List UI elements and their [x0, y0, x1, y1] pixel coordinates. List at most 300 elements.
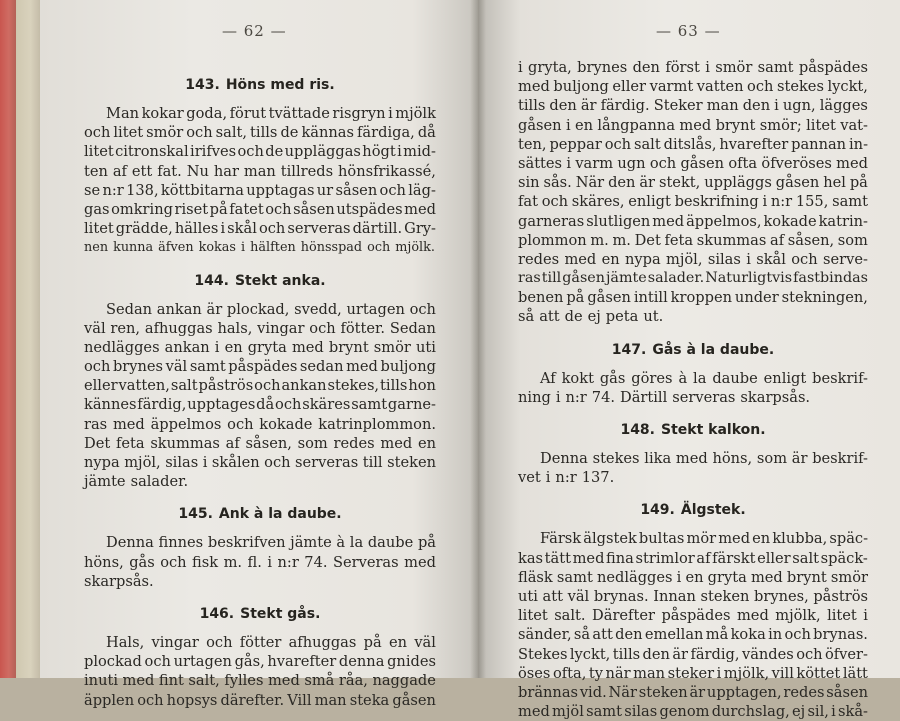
- word: salt.: [554, 607, 586, 625]
- word: vändes: [741, 645, 794, 663]
- word: hopsys: [166, 691, 218, 709]
- recipe-heading: [518, 341, 868, 359]
- word: mjölk,: [723, 664, 770, 682]
- word: och: [160, 553, 187, 571]
- recipe-paragraph: [84, 633, 436, 710]
- word: durchslag,: [711, 703, 790, 721]
- word: af: [770, 231, 785, 249]
- recipe-number: 146.: [199, 605, 235, 622]
- word: hönsfrikassé,: [338, 162, 436, 180]
- text-line: [84, 415, 436, 434]
- word: med: [652, 212, 685, 230]
- word: 74.: [304, 553, 328, 571]
- word: kokt: [561, 369, 594, 387]
- recipe-heading: [84, 605, 436, 623]
- recipe-title: Stekt kalkon.: [661, 422, 766, 438]
- word: pannan: [791, 135, 847, 153]
- word: en: [685, 568, 704, 586]
- word: höns,: [712, 450, 753, 467]
- word: den: [549, 97, 577, 115]
- word: fina: [606, 549, 634, 567]
- word: koka: [730, 626, 766, 644]
- word: stekningen,: [781, 289, 868, 307]
- word: och: [604, 135, 632, 153]
- word: emellan: [644, 626, 704, 644]
- word: stekes: [592, 450, 640, 467]
- word: i: [831, 703, 836, 721]
- word: med: [346, 358, 378, 376]
- word: att: [542, 587, 563, 605]
- word: och: [747, 78, 774, 96]
- text-line: [84, 104, 436, 123]
- word: som: [297, 434, 328, 452]
- recipe-heading: [84, 272, 436, 290]
- word: ankan: [164, 338, 210, 356]
- recipe-title: Höns med ris.: [225, 77, 335, 93]
- word: vingar: [151, 633, 199, 651]
- word: riset: [174, 200, 209, 218]
- word: Hals,: [106, 633, 145, 651]
- word: må: [705, 626, 729, 644]
- word: eller: [84, 377, 118, 395]
- word: stekt,: [658, 174, 701, 192]
- word: Stekes: [518, 645, 568, 663]
- word: och: [84, 358, 111, 376]
- word: med: [564, 250, 597, 268]
- word: de: [564, 308, 583, 326]
- word: köttet: [796, 664, 841, 682]
- word: med: [675, 450, 708, 467]
- word: eller: [757, 549, 791, 567]
- word: vid.: [579, 683, 607, 701]
- word: vill: [771, 664, 794, 682]
- word: Det: [634, 231, 661, 249]
- word: nypa: [625, 250, 661, 268]
- text-line: [518, 288, 868, 307]
- word: i: [555, 388, 561, 406]
- word: mjöl,: [124, 454, 161, 471]
- word: och: [144, 653, 171, 671]
- word: i: [565, 116, 571, 134]
- word: väl: [165, 358, 188, 376]
- text-line: [518, 568, 868, 587]
- word: hälles: [174, 220, 219, 238]
- word: serveras: [672, 388, 736, 406]
- word: samt: [556, 568, 593, 586]
- text-line: [518, 77, 868, 96]
- word: mör: [686, 530, 717, 548]
- recipe-number: 143.: [185, 77, 220, 93]
- word: små: [304, 672, 335, 690]
- word: köttbitarna: [160, 181, 244, 199]
- word: feta: [115, 434, 145, 452]
- word: och: [265, 200, 292, 218]
- text-line: [84, 357, 436, 376]
- recipe-paragraph: [84, 300, 436, 492]
- word: varmt: [649, 78, 694, 96]
- text-line: [518, 173, 868, 192]
- word: man: [633, 664, 666, 682]
- word: kokar: [141, 105, 184, 122]
- text-line: [518, 702, 868, 721]
- word: ras: [84, 415, 108, 433]
- word: Därefter: [592, 607, 655, 625]
- word: 155,: [795, 193, 829, 211]
- word: à: [336, 534, 346, 552]
- word: n:r: [565, 388, 587, 406]
- word: brännas: [518, 683, 579, 701]
- word: väl: [414, 633, 436, 651]
- word: på: [363, 633, 382, 651]
- word: stekes: [776, 78, 824, 96]
- word: enligt: [628, 193, 671, 211]
- word: och: [796, 645, 823, 663]
- word: väl: [84, 319, 106, 337]
- word: vat-: [840, 116, 868, 134]
- recipe-heading: [518, 501, 868, 519]
- text-line: [84, 181, 436, 200]
- word: samt: [189, 358, 226, 376]
- word: Vill: [287, 691, 312, 709]
- text-line: [518, 135, 868, 154]
- left-page: [40, 0, 478, 709]
- word: som: [837, 231, 868, 249]
- word: brynas.: [593, 587, 649, 605]
- word: i: [267, 553, 273, 571]
- word: hönsspad: [300, 240, 363, 256]
- word: i: [746, 250, 751, 268]
- word: n:r: [102, 181, 124, 199]
- word: en: [752, 530, 771, 548]
- word: i: [220, 220, 226, 238]
- word: Innan: [653, 587, 696, 605]
- word: inuti: [84, 672, 118, 690]
- word: fisk: [192, 553, 219, 571]
- word: serve-: [822, 250, 868, 268]
- word: gas: [84, 200, 110, 218]
- word: m.: [223, 553, 243, 571]
- word: påströs: [813, 587, 868, 605]
- word: och: [186, 124, 213, 142]
- word: gåsen: [392, 691, 436, 709]
- word: ditslås,: [663, 135, 717, 153]
- word: en: [388, 633, 408, 651]
- word: späc-: [829, 530, 868, 548]
- word: daube: [367, 534, 414, 552]
- word: gåsen: [680, 154, 725, 172]
- word: buljong: [380, 358, 436, 376]
- word: skål: [756, 250, 786, 268]
- word: Gry-: [404, 220, 436, 238]
- word: omkring: [111, 200, 173, 218]
- word: uti: [415, 338, 436, 356]
- word: urtagen: [173, 653, 232, 671]
- word: m.: [590, 231, 609, 249]
- text-line: [518, 96, 868, 115]
- word: 74.: [591, 388, 615, 406]
- word: skummas: [150, 434, 220, 452]
- word: salt,: [215, 124, 248, 142]
- word: tätt: [544, 549, 571, 567]
- right-page: [478, 0, 900, 721]
- word: daube: [712, 369, 758, 387]
- recipe-number: 148.: [620, 422, 655, 438]
- word: ej: [792, 703, 806, 721]
- word: gås: [599, 369, 626, 387]
- word: la: [349, 534, 364, 552]
- text-line: [518, 468, 868, 487]
- word: äppelmos: [150, 415, 222, 433]
- text-line: [84, 434, 436, 453]
- word: sättes: [518, 154, 563, 172]
- word: mjöl: [552, 703, 584, 721]
- word: skarpsås.: [84, 572, 154, 590]
- word: Nu: [186, 162, 209, 180]
- book-binding-board: [16, 0, 40, 678]
- word: gås,: [234, 653, 265, 671]
- word: ej: [587, 308, 601, 326]
- page-number: — 62 —: [222, 22, 287, 40]
- word: färdig,: [137, 396, 187, 414]
- word: den: [615, 626, 643, 644]
- text-line: [518, 683, 868, 702]
- recipe-paragraph: [84, 104, 436, 258]
- word: och: [784, 626, 811, 644]
- word: med: [518, 703, 550, 721]
- word: Sedan: [389, 319, 436, 337]
- word: med: [112, 415, 145, 433]
- word: ofta,: [552, 664, 587, 682]
- text-line: [518, 212, 868, 231]
- word: och: [275, 396, 302, 414]
- word: mid-: [403, 143, 436, 161]
- word: en: [224, 338, 243, 356]
- word: äfven: [158, 240, 194, 256]
- word: först: [665, 59, 700, 76]
- word: lyckt,: [827, 78, 868, 96]
- word: ur: [316, 181, 334, 199]
- word: citronskal: [115, 143, 189, 161]
- word: i: [545, 469, 551, 487]
- word: katrin-: [818, 212, 868, 230]
- text-line: [84, 376, 436, 395]
- word: redes: [333, 434, 375, 452]
- word: samt: [586, 703, 622, 721]
- word: med: [380, 434, 413, 452]
- word: i: [566, 154, 572, 172]
- word: Af: [540, 369, 556, 387]
- word: Naturligtvis: [705, 270, 793, 287]
- word: afhuggas: [288, 633, 357, 651]
- word: bultas: [638, 530, 685, 548]
- text-line: [518, 154, 868, 173]
- word: salt: [633, 135, 661, 153]
- word: varm: [575, 154, 614, 172]
- word: garneras: [518, 212, 585, 230]
- word: hvarefter: [267, 653, 337, 671]
- word: smör: [146, 124, 184, 142]
- word: med: [572, 549, 605, 567]
- word: den: [608, 174, 636, 192]
- word: brynes: [577, 59, 628, 76]
- word: se: [84, 181, 101, 199]
- text-line: [84, 633, 436, 652]
- word: och: [649, 154, 677, 172]
- word: i: [676, 568, 682, 586]
- word: fint: [158, 672, 184, 690]
- word: n:r: [770, 193, 793, 211]
- word: 137.: [581, 469, 615, 487]
- word: i: [518, 59, 523, 76]
- word: med: [736, 607, 769, 625]
- word: fylles: [224, 672, 264, 690]
- recipe-paragraph: [518, 449, 868, 487]
- recipe-title: Stekt anka.: [234, 272, 326, 289]
- recipe-title: Älgstek.: [680, 502, 746, 519]
- word: gnides: [387, 653, 436, 671]
- word: ning: [518, 388, 551, 406]
- word: ut.: [643, 308, 664, 326]
- word: steken: [638, 683, 688, 701]
- word: kas: [518, 549, 544, 567]
- word: lägges: [819, 97, 868, 115]
- word: ugn,: [782, 97, 816, 115]
- word: upptagen,: [706, 683, 782, 701]
- word: af: [696, 549, 711, 567]
- word: irifves: [190, 143, 237, 161]
- word: att: [539, 308, 560, 326]
- word: gås: [129, 553, 155, 571]
- word: är: [672, 645, 689, 663]
- recipe-heading: [518, 421, 868, 439]
- word: silas: [707, 250, 741, 268]
- word: benen: [518, 289, 564, 307]
- word: och: [206, 633, 233, 651]
- word: i: [863, 607, 868, 625]
- word: sil,: [807, 703, 829, 721]
- word: läg-: [408, 181, 436, 199]
- word: såsen: [826, 683, 868, 701]
- word: grädde,: [115, 220, 173, 238]
- word: har: [213, 162, 239, 180]
- word: med: [718, 530, 751, 548]
- word: långpanna: [597, 116, 676, 134]
- word: salader.: [130, 473, 189, 491]
- word: redes: [518, 250, 560, 268]
- word: steken: [700, 587, 750, 605]
- word: mjölk: [395, 105, 436, 122]
- word: vatten,: [118, 377, 170, 395]
- word: man: [243, 162, 276, 180]
- word: tills: [380, 377, 408, 395]
- word: Steker: [653, 97, 703, 115]
- recipe-paragraph: [518, 369, 868, 407]
- text-line: [518, 606, 868, 625]
- word: gåsen: [587, 289, 631, 307]
- word: i: [214, 338, 220, 356]
- text-line: [518, 369, 868, 388]
- word: förut: [229, 105, 267, 122]
- word: vingar: [257, 319, 305, 337]
- word: af: [225, 434, 240, 452]
- text-line: [84, 338, 436, 357]
- word: litet: [518, 607, 548, 625]
- text-line: [84, 553, 436, 572]
- word: litet: [84, 220, 114, 238]
- word: in-: [849, 135, 868, 153]
- word: och: [791, 250, 818, 268]
- word: gryta,: [528, 59, 572, 76]
- word: och: [264, 454, 291, 471]
- word: tills: [518, 97, 546, 115]
- word: såsen: [293, 200, 335, 218]
- word: kokas: [198, 240, 237, 256]
- word: urtagen: [346, 300, 405, 318]
- word: att: [592, 626, 613, 644]
- word: tvättade: [268, 105, 330, 122]
- text-line: [84, 472, 436, 491]
- word: lika: [644, 450, 672, 467]
- word: nen: [84, 240, 109, 256]
- word: strimlor: [635, 549, 695, 567]
- word: ty: [588, 664, 603, 682]
- word: såsen: [335, 181, 378, 199]
- word: då: [256, 396, 275, 414]
- word: naggade: [372, 672, 436, 690]
- text-line: [518, 529, 868, 548]
- word: uppläggas: [284, 143, 361, 161]
- text-line: [84, 200, 436, 219]
- right-page-text: [518, 58, 868, 721]
- word: litet: [806, 116, 836, 134]
- word: fat: [518, 193, 538, 211]
- word: smör: [830, 568, 868, 586]
- word: beskrifven: [207, 534, 286, 552]
- text-line: [518, 664, 868, 683]
- word: påspädes: [661, 607, 731, 625]
- word: öfver-: [824, 645, 868, 663]
- word: hel: [823, 174, 846, 192]
- word: färdig,: [690, 645, 740, 663]
- word: och: [367, 240, 391, 256]
- word: steken: [387, 454, 436, 471]
- word: afhuggas: [144, 319, 213, 337]
- word: silas: [624, 703, 658, 721]
- word: in: [768, 626, 783, 644]
- word: såsen,: [787, 231, 835, 249]
- word: intill: [633, 289, 668, 307]
- text-line: [84, 453, 436, 472]
- word: färdiga,: [357, 124, 415, 142]
- word: och: [227, 415, 254, 433]
- word: samt: [832, 193, 868, 211]
- word: fatet: [229, 200, 264, 218]
- word: äpplen: [84, 691, 135, 709]
- text-line: [84, 123, 436, 142]
- word: beskrif-: [812, 450, 868, 467]
- text-line: [84, 238, 436, 257]
- word: i: [388, 105, 393, 122]
- word: brynes,: [754, 587, 809, 605]
- recipe-title: Stekt gås.: [240, 605, 321, 622]
- word: genom: [659, 703, 710, 721]
- word: salt: [792, 549, 820, 567]
- text-line: [84, 395, 436, 414]
- word: skäres: [302, 396, 351, 414]
- word: en: [417, 434, 436, 452]
- text-line: [518, 388, 868, 407]
- text-line: [84, 319, 436, 338]
